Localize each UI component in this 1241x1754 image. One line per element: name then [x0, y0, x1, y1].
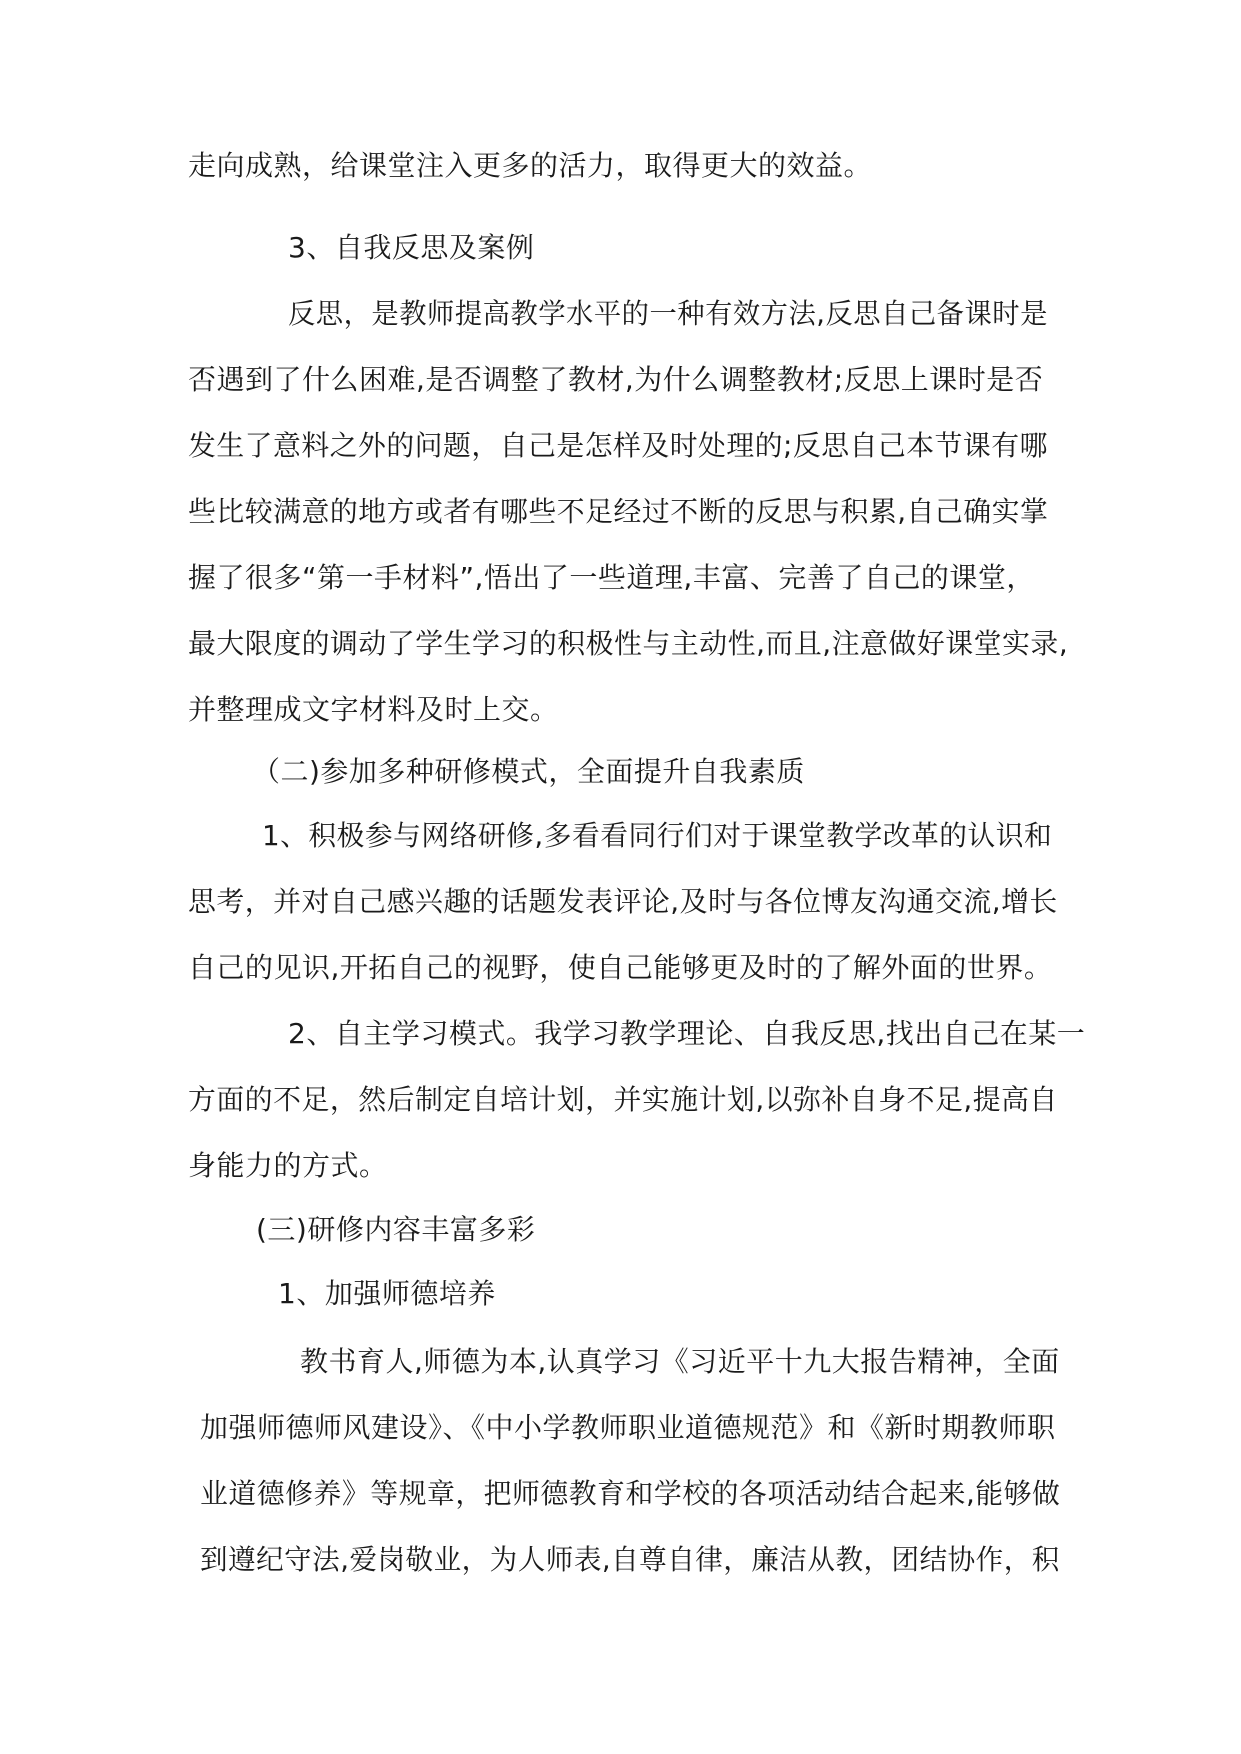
section-heading-2: （二)参加多种研修模式，全面提升自我素质 [252, 755, 805, 788]
text-line-19: 教书育人,师德为本,认真学习《习近平十九大报告精神，全面 [300, 1345, 1060, 1378]
section-heading-3: (三)研修内容丰富多彩 [256, 1213, 536, 1246]
text-line-16: 身能力的方式。 [188, 1149, 388, 1182]
text-line-22: 到遵纪守法,爱岗敬业，为人师表,自尊自律，廉洁从教，团结协作，积 [200, 1543, 1060, 1576]
text-line-5: 发生了意料之外的问题，自己是怎样及时处理的;反思自己本节课有哪 [188, 429, 1048, 462]
text-line-1: 走向成熟，给课堂注入更多的活力，取得更大的效益。 [188, 149, 873, 182]
text-line-2: 3、自我反思及案例 [288, 231, 535, 264]
text-line-7: 握了很多“第一手材料”,悟出了一些道理,丰富、完善了自己的课堂， [188, 561, 1035, 594]
text-line-15: 方面的不足，然后制定自培计划，并实施计划,以弥补自身不足,提高自 [188, 1083, 1058, 1116]
subsection-heading-1: 1、加强师德培养 [278, 1277, 496, 1310]
text-line-8: 最大限度的调动了学生学习的积极性与主动性,而且,注意做好课堂实录, [188, 627, 1069, 660]
text-line-21: 业道德修养》等规章，把师德教育和学校的各项活动结合起来,能够做 [200, 1477, 1061, 1510]
text-line-6: 些比较满意的地方或者有哪些不足经过不断的反思与积累,自己确实掌 [188, 495, 1049, 528]
text-line-13: 自己的见识,开拓自己的视野，使自己能够更及时的了解外面的世界。 [188, 951, 1053, 984]
text-line-12: 思考，并对自己感兴趣的话题发表评论,及时与各位博友沟通交流,增长 [188, 885, 1058, 918]
text-line-3: 反思，是教师提高教学水平的一种有效方法,反思自己备课时是 [288, 297, 1048, 330]
text-line-14: 2、自主学习模式。我学习教学理论、自我反思,找出自己在某一 [288, 1017, 1086, 1050]
text-line-4: 否遇到了什么困难,是否调整了教材,为什么调整教材;反思上课时是否 [188, 363, 1044, 396]
text-line-11: 1、积极参与网络研修,多看看同行们对于课堂教学改革的认识和 [262, 819, 1053, 852]
text-line-20: 加强师德师风建设》、《中小学教师职业道德规范》和《新时期教师职 [200, 1411, 1056, 1444]
text-line-9: 并整理成文字材料及时上交。 [188, 693, 559, 726]
